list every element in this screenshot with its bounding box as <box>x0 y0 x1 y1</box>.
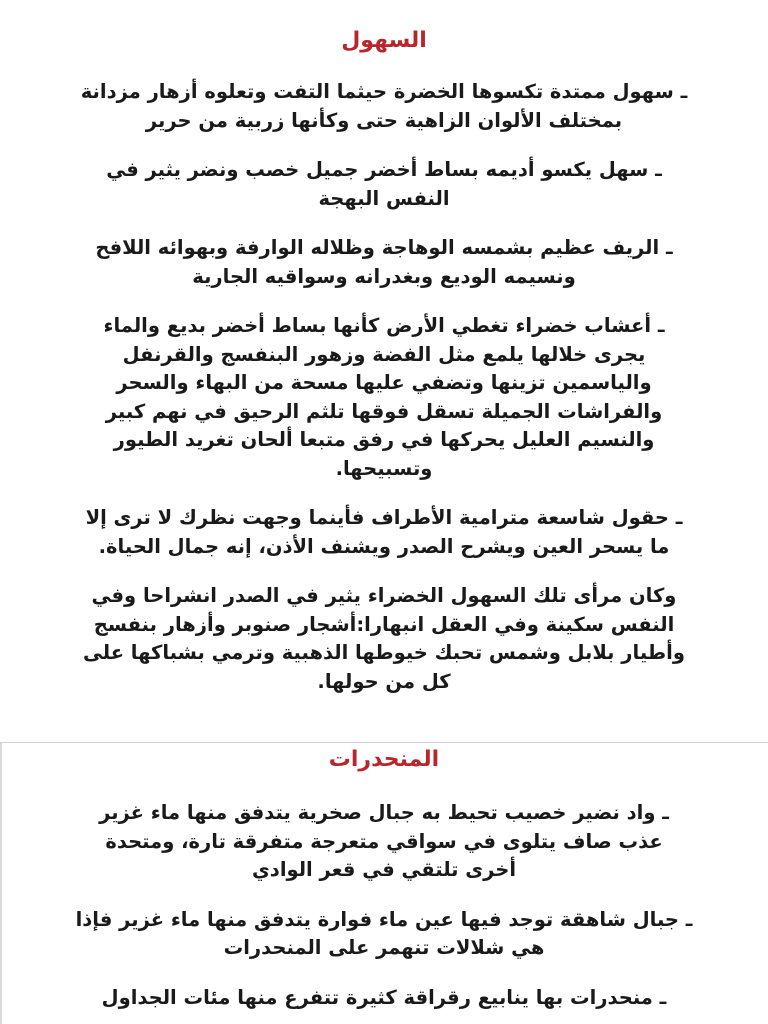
text-line: وأطيار بلابل وشمس تحبك خيوطها الذهبية وترمي بشباكها على <box>83 641 685 664</box>
text-line: النفس البهجة <box>318 186 450 210</box>
paragraph <box>0 582 768 696</box>
text-line: ـ منحدرات بها ينابيع رقراقة كثيرة تتفرع منها مئات الجداول <box>101 985 667 1009</box>
text-line: يجرى خلالها يلمع مثل الفضة وزهور البنفسج والقرنفل <box>122 342 646 366</box>
text-line: النفس سكينة وفي العقل انبهارا:أشجار صنوبر وأزهار بنفسج <box>93 612 675 636</box>
text-line: ونسيمه الوديع وبغدرانه وسواقيه الجارية <box>192 264 576 288</box>
section-slopes <box>0 742 768 1024</box>
text-line: أخرى تلتقي في قعر الوادي <box>251 858 517 881</box>
text-line: ـ الريف عظيم بشمسه الوهاجة وظلاله الوارفة وبهوائه اللافح <box>95 236 673 259</box>
text-line: ـ أعشاب خضراء تغطي الأرض كأنها بساط أخضر بديع والماء <box>103 314 665 337</box>
text-line: ـ حقول شاسعة مترامية الأطراف فأينما وجهت نظرك لا ترى إلا <box>85 506 683 529</box>
text-line: ـ جبال شاهقة توجد فيها عين ماء فوارة يتدفق منها ماء غزير فإذا <box>75 907 693 931</box>
paragraph <box>0 156 768 213</box>
text-line: ما يسحر العين ويشرح الصدر ويشنف الأذن، إنه جمال الحياة. <box>98 534 670 558</box>
paragraph <box>0 312 768 483</box>
text-line: والفراشات الجميلة تسقل فوقها تلثم الرحيق في نهم كبير <box>105 399 663 423</box>
text-line: هي شلالات تنهمر على المنحدرات <box>223 936 545 959</box>
text-line: وكان مرأى تلك السهول الخضراء يثير في الصدر انشراحا وفي <box>91 584 677 607</box>
paragraph <box>0 906 768 963</box>
paragraph <box>0 234 768 291</box>
paragraph <box>0 78 768 135</box>
paragraph <box>0 504 768 561</box>
text-line: بمختلف الألوان الزاهية حتى وكأنها زربية من حرير <box>145 108 623 132</box>
section-heading: المنحدرات <box>328 747 440 772</box>
text-line: كل من حولها. <box>317 669 451 693</box>
text-line: وتسبيحها. <box>335 456 433 480</box>
text-line: والنسيم العليل يحركها في رفق متبعا ألحان تغريد الطيور <box>113 428 655 451</box>
paragraph <box>0 799 768 885</box>
text-line: عذب صاف يتلوى في سواقي متعرجة متفرقة تارة، ومتحدة <box>105 829 663 853</box>
text-line: ـ سهول ممتدة تكسوها الخضرة حيثما التفت وتعلوه أزهار مزدانة <box>80 80 688 103</box>
paragraph <box>0 984 768 1013</box>
section-heading: السهول <box>341 28 427 53</box>
text-line: والياسمين تزينها وتضفي عليها مسحة من البهاء والسحر <box>116 371 652 394</box>
text-line: ـ واد نضير خصيب تحيط به جبال صخرية يتدفق منها ماء غزير <box>99 801 669 824</box>
text-line: ـ سهل يكسو أديمه بساط أخضر جميل خصب ونضر يثير في <box>106 158 662 181</box>
